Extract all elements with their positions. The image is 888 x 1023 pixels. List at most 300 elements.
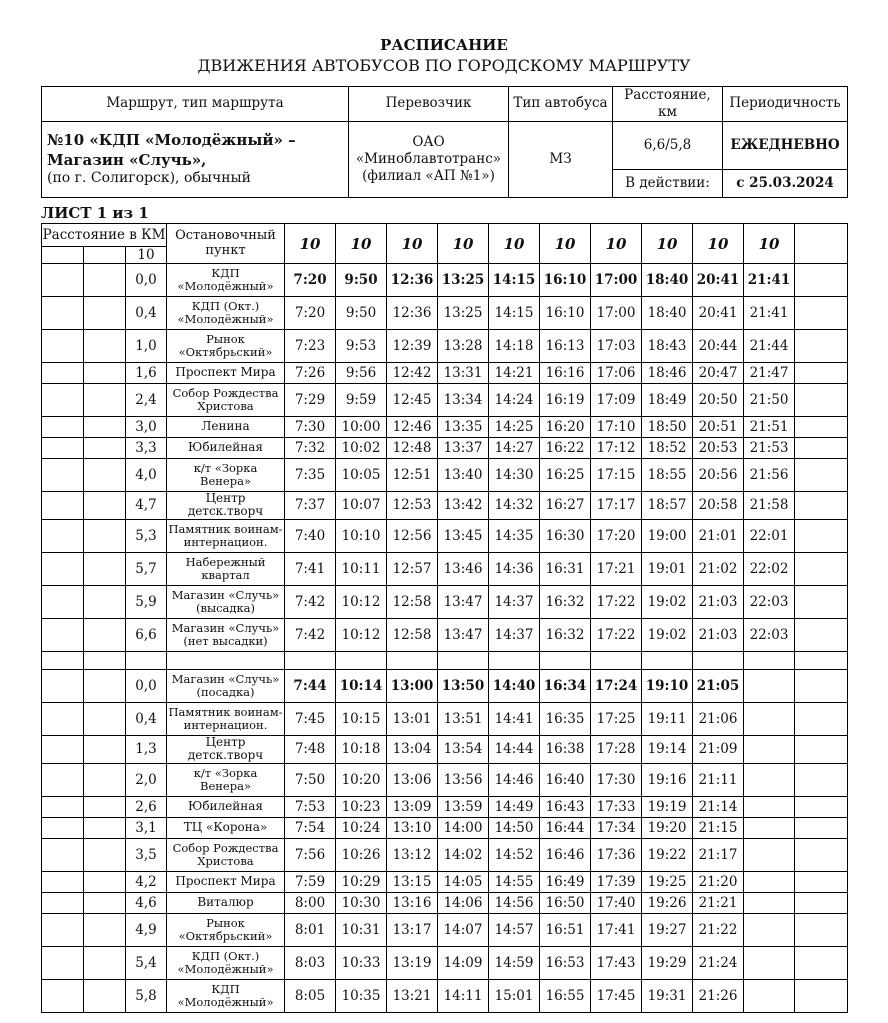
empty-cell: [42, 946, 84, 979]
departure-time-cell: 17:45: [591, 979, 642, 1012]
departure-time-cell: [744, 871, 795, 892]
departure-time-cell: 19:27: [642, 913, 693, 946]
departure-time-cell: 13:17: [387, 913, 438, 946]
departure-time-cell: 13:28: [438, 330, 489, 363]
departure-time-cell: 14:02: [438, 838, 489, 871]
departure-time-cell: 16:22: [540, 438, 591, 459]
departure-time-cell: 14:37: [489, 618, 540, 651]
departure-time-cell: 13:47: [438, 618, 489, 651]
departure-time-cell: 12:36: [387, 297, 438, 330]
departure-time-cell: 10:15: [336, 702, 387, 735]
distance-km-cell: 5,4: [126, 946, 167, 979]
route-number-header: 10: [642, 224, 693, 264]
departure-time-cell: 8:03: [285, 946, 336, 979]
departure-time-cell: 17:28: [591, 735, 642, 763]
departure-time-cell: 13:19: [387, 946, 438, 979]
empty-cell: [42, 384, 84, 417]
stop-name-header: Остановочный пункт: [167, 224, 285, 264]
departure-time-cell: 19:29: [642, 946, 693, 979]
departure-time-cell: 17:22: [591, 585, 642, 618]
departure-time-cell: [744, 669, 795, 702]
departure-time-cell: 12:46: [387, 417, 438, 438]
departure-time-cell: 14:18: [489, 330, 540, 363]
departure-time-cell: 21:26: [693, 979, 744, 1012]
departure-time-cell: 16:30: [540, 519, 591, 552]
departure-time-cell: 21:14: [693, 796, 744, 817]
empty-cell: [84, 892, 126, 913]
departure-time-cell: 13:09: [387, 796, 438, 817]
table-row: [42, 796, 848, 817]
departure-time-cell: 21:50: [744, 384, 795, 417]
departure-time-cell: 22:03: [744, 585, 795, 618]
empty-cell: [42, 871, 84, 892]
departure-time-cell: [744, 913, 795, 946]
empty-cell: [795, 979, 848, 1012]
distance-km-cell: 1,6: [126, 363, 167, 384]
empty-cell: [795, 796, 848, 817]
departure-time-cell: 7:59: [285, 871, 336, 892]
route-number-header: 10: [285, 224, 336, 264]
table-row: [42, 618, 848, 651]
departure-time-cell: 16:50: [540, 892, 591, 913]
header-route-label: Маршрут, тип маршрута: [42, 87, 349, 122]
departure-time-cell: 12:45: [387, 384, 438, 417]
departure-time-cell: 12:56: [387, 519, 438, 552]
empty-cell: [42, 702, 84, 735]
departure-time-cell: 21:09: [693, 735, 744, 763]
departure-time-cell: 12:51: [387, 459, 438, 492]
empty-cell: [42, 979, 84, 1012]
distance-km-cell: 4,9: [126, 913, 167, 946]
empty-cell: [42, 838, 84, 871]
departure-time-cell: 19:20: [642, 817, 693, 838]
route-number-header: 10: [387, 224, 438, 264]
empty-cell: [84, 330, 126, 363]
empty-cell: [84, 492, 126, 520]
departure-time-cell: 10:29: [336, 871, 387, 892]
departure-time-cell: 13:50: [438, 669, 489, 702]
departure-time-cell: 16:20: [540, 417, 591, 438]
distance-km-cell: 5,8: [126, 979, 167, 1012]
departure-time-cell: 17:06: [591, 363, 642, 384]
departure-time-cell: 22:01: [744, 519, 795, 552]
empty-cell: [84, 384, 126, 417]
empty-cell: [42, 735, 84, 763]
departure-time-cell: 21:44: [744, 330, 795, 363]
departure-time-cell: 7:54: [285, 817, 336, 838]
departure-time-cell: 21:51: [744, 417, 795, 438]
empty-cell: [438, 651, 489, 669]
departure-time-cell: [744, 702, 795, 735]
departure-time-cell: 17:12: [591, 438, 642, 459]
departure-time-cell: 19:14: [642, 735, 693, 763]
departure-time-cell: 9:59: [336, 384, 387, 417]
departure-time-cell: 19:10: [642, 669, 693, 702]
departure-time-cell: 17:43: [591, 946, 642, 979]
departure-time-cell: 9:56: [336, 363, 387, 384]
departure-time-cell: 13:15: [387, 871, 438, 892]
table-row: [42, 892, 848, 913]
departure-time-cell: 9:53: [336, 330, 387, 363]
stop-name-cell: Памятник воинам-интернацион.: [167, 702, 285, 735]
departure-time-cell: 13:37: [438, 438, 489, 459]
departure-time-cell: 17:00: [591, 264, 642, 297]
departure-time-cell: 14:41: [489, 702, 540, 735]
distance-km-cell: 6,6: [126, 618, 167, 651]
departure-time-cell: 19:01: [642, 552, 693, 585]
table-row: [42, 735, 848, 763]
empty-cell: [795, 264, 848, 297]
departure-time-cell: 21:22: [693, 913, 744, 946]
schedule-table: [41, 223, 848, 1013]
departure-time-cell: 7:20: [285, 297, 336, 330]
departure-time-cell: [744, 735, 795, 763]
document-subtitle: ДВИЖЕНИЯ АВТОБУСОВ ПО ГОРОДСКОМУ МАРШРУТУ: [197, 56, 691, 75]
table-row: [42, 459, 848, 492]
stop-name-cell: КДП «Молодёжный»: [167, 264, 285, 297]
empty-cell: [42, 552, 84, 585]
empty-cell: [42, 651, 84, 669]
table-row: [42, 585, 848, 618]
departure-time-cell: 16:55: [540, 979, 591, 1012]
departure-time-cell: 18:46: [642, 363, 693, 384]
table-row: [42, 492, 848, 520]
departure-time-cell: 7:32: [285, 438, 336, 459]
document-title: РАСПИСАНИЕ: [380, 36, 508, 54]
route-number-header: 10: [336, 224, 387, 264]
empty-header-cell: [84, 247, 126, 264]
empty-cell: [84, 585, 126, 618]
distance-km-cell: 3,1: [126, 817, 167, 838]
empty-cell: [795, 618, 848, 651]
departure-time-cell: 13:25: [438, 264, 489, 297]
stop-name-cell: Собор Рождества Христова: [167, 384, 285, 417]
departure-time-cell: 18:55: [642, 459, 693, 492]
departure-time-cell: 16:16: [540, 363, 591, 384]
distance-km-cell: 3,3: [126, 438, 167, 459]
empty-cell: [84, 817, 126, 838]
departure-time-cell: 19:00: [642, 519, 693, 552]
distance-value: 6,6/5,8: [613, 121, 723, 169]
departure-time-cell: 20:50: [693, 384, 744, 417]
stop-name-cell: ТЦ «Корона»: [167, 817, 285, 838]
departure-time-cell: 13:10: [387, 817, 438, 838]
stop-name-cell: КДП (Окт.) «Молодёжный»: [167, 297, 285, 330]
departure-time-cell: 17:10: [591, 417, 642, 438]
departure-time-cell: 10:00: [336, 417, 387, 438]
departure-time-cell: 13:35: [438, 417, 489, 438]
departure-time-cell: 13:25: [438, 297, 489, 330]
empty-cell: [42, 492, 84, 520]
empty-cell: [489, 651, 540, 669]
departure-time-cell: 17:30: [591, 763, 642, 796]
departure-time-cell: 16:43: [540, 796, 591, 817]
departure-time-cell: 16:25: [540, 459, 591, 492]
route-number-header: 10: [744, 224, 795, 264]
empty-cell: [84, 297, 126, 330]
departure-time-cell: 7:45: [285, 702, 336, 735]
stop-name-cell: Собор Рождества Христова: [167, 838, 285, 871]
empty-cell: [795, 817, 848, 838]
departure-time-cell: 7:41: [285, 552, 336, 585]
stop-name-cell: к/т «Зорка Венера»: [167, 459, 285, 492]
empty-cell: [540, 651, 591, 669]
distance-km-cell: 0,0: [126, 264, 167, 297]
departure-time-cell: 19:26: [642, 892, 693, 913]
empty-cell: [795, 871, 848, 892]
departure-time-cell: 18:43: [642, 330, 693, 363]
empty-cell: [42, 669, 84, 702]
valid-from-value: с 25.03.2024: [723, 169, 848, 197]
table-row: [42, 979, 848, 1012]
departure-time-cell: 13:59: [438, 796, 489, 817]
departure-time-cell: 10:11: [336, 552, 387, 585]
route-number-header: 10: [540, 224, 591, 264]
departure-time-cell: 12:39: [387, 330, 438, 363]
table-row: [42, 763, 848, 796]
empty-cell: [387, 651, 438, 669]
departure-time-cell: 16:32: [540, 618, 591, 651]
table-row: [42, 330, 848, 363]
departure-time-cell: 10:33: [336, 946, 387, 979]
empty-cell: [795, 702, 848, 735]
empty-cell: [42, 796, 84, 817]
departure-time-cell: 8:00: [285, 892, 336, 913]
departure-time-cell: 7:23: [285, 330, 336, 363]
departure-time-cell: [744, 838, 795, 871]
departure-time-cell: 21:20: [693, 871, 744, 892]
departure-time-cell: 14:21: [489, 363, 540, 384]
departure-time-cell: 14:55: [489, 871, 540, 892]
departure-time-cell: 15:01: [489, 979, 540, 1012]
empty-cell: [84, 838, 126, 871]
stop-name-cell: Набережный квартал: [167, 552, 285, 585]
empty-cell: [42, 892, 84, 913]
departure-time-cell: 16:13: [540, 330, 591, 363]
departure-time-cell: 17:33: [591, 796, 642, 817]
departure-time-cell: 20:51: [693, 417, 744, 438]
stop-name-cell: Ленина: [167, 417, 285, 438]
departure-time-cell: 14:09: [438, 946, 489, 979]
departure-time-cell: 7:37: [285, 492, 336, 520]
departure-time-cell: 10:30: [336, 892, 387, 913]
departure-time-cell: 21:02: [693, 552, 744, 585]
empty-cell: [167, 651, 285, 669]
departure-time-cell: 10:12: [336, 585, 387, 618]
departure-time-cell: 13:04: [387, 735, 438, 763]
departure-time-cell: 13:40: [438, 459, 489, 492]
distance-km-cell: 2,6: [126, 796, 167, 817]
empty-cell: [84, 913, 126, 946]
departure-time-cell: 20:41: [693, 264, 744, 297]
empty-cell: [336, 651, 387, 669]
empty-cell: [795, 585, 848, 618]
stop-name-cell: Проспект Мира: [167, 363, 285, 384]
stop-name-cell: Магазин «Случь» (нет высадки): [167, 618, 285, 651]
departure-time-cell: 13:12: [387, 838, 438, 871]
empty-cell: [795, 892, 848, 913]
empty-cell: [795, 363, 848, 384]
departure-time-cell: 21:06: [693, 702, 744, 735]
departure-time-cell: 21:58: [744, 492, 795, 520]
departure-time-cell: 7:20: [285, 264, 336, 297]
empty-cell: [42, 763, 84, 796]
bus-type-value: МЗ: [509, 121, 613, 197]
distance-km-cell: 4,2: [126, 871, 167, 892]
empty-cell: [795, 330, 848, 363]
distance-km-cell: 5,7: [126, 552, 167, 585]
departure-time-cell: 7:42: [285, 618, 336, 651]
empty-cell: [42, 363, 84, 384]
departure-time-cell: 13:16: [387, 892, 438, 913]
empty-cell: [42, 585, 84, 618]
departure-time-cell: 13:51: [438, 702, 489, 735]
departure-time-cell: 13:56: [438, 763, 489, 796]
departure-time-cell: 16:31: [540, 552, 591, 585]
departure-time-cell: 8:05: [285, 979, 336, 1012]
departure-time-cell: 12:53: [387, 492, 438, 520]
distance-km-cell: 1,3: [126, 735, 167, 763]
departure-time-cell: 19:02: [642, 618, 693, 651]
valid-from-label: В действии:: [613, 169, 723, 197]
departure-time-cell: 13:31: [438, 363, 489, 384]
departure-time-cell: 16:10: [540, 297, 591, 330]
departure-time-cell: 14:05: [438, 871, 489, 892]
empty-cell: [795, 913, 848, 946]
departure-time-cell: 20:53: [693, 438, 744, 459]
departure-time-cell: 21:53: [744, 438, 795, 459]
departure-time-cell: 13:46: [438, 552, 489, 585]
departure-time-cell: 17:21: [591, 552, 642, 585]
empty-cell: [84, 651, 126, 669]
departure-time-cell: 14:46: [489, 763, 540, 796]
departure-time-cell: [744, 892, 795, 913]
frequency-value: ЕЖЕДНЕВНО: [723, 121, 848, 169]
departure-time-cell: 14:15: [489, 264, 540, 297]
departure-time-cell: [744, 817, 795, 838]
distance-km-cell: 4,7: [126, 492, 167, 520]
table-row: [42, 363, 848, 384]
stop-name-cell: Рынок «Октябрьский»: [167, 330, 285, 363]
departure-time-cell: 7:29: [285, 384, 336, 417]
departure-time-cell: 16:27: [540, 492, 591, 520]
header-frequency-label: Периодичность: [723, 87, 848, 122]
departure-time-cell: 7:26: [285, 363, 336, 384]
empty-cell: [795, 552, 848, 585]
departure-time-cell: 7:50: [285, 763, 336, 796]
departure-time-cell: 14:07: [438, 913, 489, 946]
departure-time-cell: 7:56: [285, 838, 336, 871]
departure-time-cell: 19:02: [642, 585, 693, 618]
departure-time-cell: 10:12: [336, 618, 387, 651]
departure-time-cell: 13:00: [387, 669, 438, 702]
departure-time-cell: 16:32: [540, 585, 591, 618]
departure-time-cell: 14:56: [489, 892, 540, 913]
empty-cell: [795, 838, 848, 871]
stop-name-cell: Центр детск.творч: [167, 492, 285, 520]
empty-cell: [42, 913, 84, 946]
departure-time-cell: 10:02: [336, 438, 387, 459]
departure-time-cell: 10:26: [336, 838, 387, 871]
departure-time-cell: 14:44: [489, 735, 540, 763]
departure-time-cell: [744, 796, 795, 817]
departure-time-cell: 13:34: [438, 384, 489, 417]
departure-time-cell: 17:39: [591, 871, 642, 892]
stop-name-cell: Проспект Мира: [167, 871, 285, 892]
departure-time-cell: 10:14: [336, 669, 387, 702]
departure-time-cell: 10:23: [336, 796, 387, 817]
departure-time-cell: 13:21: [387, 979, 438, 1012]
departure-time-cell: 19:31: [642, 979, 693, 1012]
departure-time-cell: 21:03: [693, 618, 744, 651]
empty-cell: [795, 669, 848, 702]
table-row: [42, 913, 848, 946]
departure-time-cell: 22:02: [744, 552, 795, 585]
empty-cell: [693, 651, 744, 669]
departure-time-cell: 21:11: [693, 763, 744, 796]
departure-time-cell: 12:42: [387, 363, 438, 384]
distance-km-cell: 3,0: [126, 417, 167, 438]
departure-time-cell: 17:41: [591, 913, 642, 946]
stop-name-cell: КДП (Окт.) «Молодёжный»: [167, 946, 285, 979]
departure-time-cell: 18:40: [642, 264, 693, 297]
departure-time-cell: 14:24: [489, 384, 540, 417]
departure-time-cell: [744, 979, 795, 1012]
departure-time-cell: 17:20: [591, 519, 642, 552]
departure-time-cell: 21:24: [693, 946, 744, 979]
departure-time-cell: 13:45: [438, 519, 489, 552]
table-row: [42, 417, 848, 438]
empty-cell: [126, 651, 167, 669]
table-row: [42, 438, 848, 459]
departure-time-cell: 16:38: [540, 735, 591, 763]
departure-time-cell: 8:01: [285, 913, 336, 946]
departure-time-cell: 10:07: [336, 492, 387, 520]
stop-name-cell: Магазин «Случь» (высадка): [167, 585, 285, 618]
departure-time-cell: 12:58: [387, 585, 438, 618]
stop-name-cell: Магазин «Случь» (посадка): [167, 669, 285, 702]
sheet-label: ЛИСТ 1 из 1: [41, 204, 149, 222]
departure-time-cell: 13:06: [387, 763, 438, 796]
empty-cell: [42, 297, 84, 330]
route-header-table: [41, 86, 848, 198]
departure-time-cell: 7:40: [285, 519, 336, 552]
departure-time-cell: 20:58: [693, 492, 744, 520]
empty-cell: [42, 264, 84, 297]
empty-header-cell: [795, 224, 848, 264]
departure-time-cell: 22:03: [744, 618, 795, 651]
table-row: [42, 264, 848, 297]
route-number-header: 10: [591, 224, 642, 264]
empty-cell: [42, 330, 84, 363]
departure-time-cell: 14:57: [489, 913, 540, 946]
departure-time-cell: 17:40: [591, 892, 642, 913]
carrier-name: [349, 121, 509, 197]
distance-km-cell: 5,3: [126, 519, 167, 552]
departure-time-cell: 7:53: [285, 796, 336, 817]
departure-time-cell: 14:50: [489, 817, 540, 838]
departure-time-cell: 10:24: [336, 817, 387, 838]
departure-time-cell: 14:00: [438, 817, 489, 838]
departure-time-cell: 14:11: [438, 979, 489, 1012]
empty-cell: [795, 651, 848, 669]
departure-time-cell: 12:57: [387, 552, 438, 585]
distance-km-header: Расстояние в КМ: [42, 224, 167, 247]
empty-cell: [795, 519, 848, 552]
departure-time-cell: 17:17: [591, 492, 642, 520]
empty-cell: [84, 763, 126, 796]
empty-cell: [84, 519, 126, 552]
